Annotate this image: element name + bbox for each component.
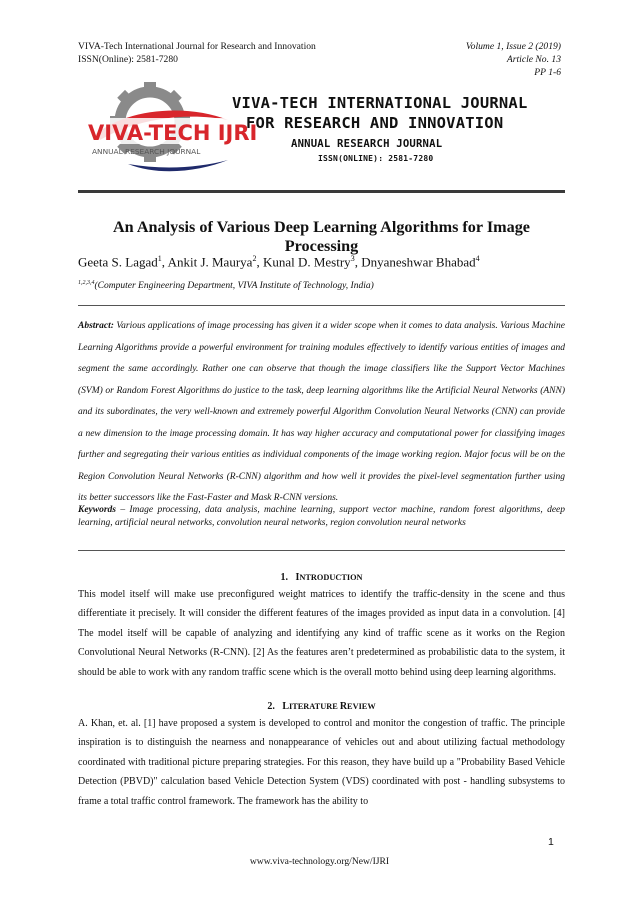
section-title-rest: EVIEW [347, 702, 376, 711]
volume-issue: Volume 1, Issue 2 (2019) [465, 41, 561, 52]
section-number: 2. [267, 701, 275, 712]
logo-subtitle: ANNUAL RESEARCH JOURNAL [92, 147, 201, 156]
section-title-initial: R [339, 701, 348, 712]
section-heading-introduction [78, 572, 565, 583]
logo-text: VIVA-TECH IJRI [88, 121, 258, 145]
banner-divider [78, 190, 565, 193]
running-header-right [466, 40, 561, 79]
banner-title-line1: VIVA-TECH INTERNATIONAL JOURNAL [232, 94, 528, 112]
author-sup: 1 [157, 254, 162, 263]
footer-url: www.viva-technology.org/New/IJRI [249, 856, 390, 867]
abstract-label: Abstract: [78, 321, 114, 331]
keywords [78, 504, 565, 531]
banner-issn: ISSN(ONLINE): 2581-7280 [318, 154, 434, 163]
section-title-rest: ITERATURE [289, 702, 340, 711]
affiliation [78, 280, 374, 291]
page-range: PP 1-6 [534, 67, 561, 78]
abstract-bottom-rule [78, 550, 565, 551]
journal-name: VIVA-Tech International Journal for Research and Innovation [78, 41, 316, 52]
literature-review-paragraph: A. Khan, et. al. [1] have proposed a system is developed to control and monitor the congestion of traffic. The principle inspiration is to distinguish the nearness and nonappearance of vehicles out and about utilizing factual methodology coordinated with traditional picture preparing strategies. For this reason, they have build up a "Probability Based Vehicle Detection (PBVD)" calculation based Vehicle Detection System (VDS) coordinated with post - handling subsystems to frame a total traffic control framework. The framework has the ability to [78, 718, 565, 807]
affiliation-text: (Computer Engineering Department, VIVA Institute of Technology, India) [94, 281, 374, 292]
abstract-top-rule [78, 305, 565, 306]
paper-title: An Analysis of Various Deep Learning Algorithms for Image Processing [112, 218, 530, 255]
author-sup: 2 [252, 254, 257, 263]
author-sup: 3 [350, 254, 355, 263]
keywords-label: Keywords [78, 505, 116, 515]
page-number: 1 [548, 836, 554, 848]
issn: ISSN(Online): 2581-7280 [78, 54, 178, 65]
abstract-text: Various applications of image processing has given it a wider scope when it comes to data analysis. Various Machine Learning Algorithms provide a powerful environment for training modules effectively to identify various entities of images and segment the same accordingly. Rather one can observe that though the image classifiers like the Support Vector Machines (SVM) or Random Forest Algorithms do justice to the task, deep learning algorithms like the Artificial Neural Networks (ANN) and its subordinates, the very well-known and extremely powerful Algorithm Convolution Neural Networks (CNN) can provide a new dimension to the image processing domain. It has way higher accuracy and computational power for classifying images further and segregating their various entities as individual components of the image working region. Major focus will be on the Region Convolution Neural Networks (R-CNN) algorithm and how well it provides the pixel-level segmentation further using its better successors like the Fast-Faster and Mask R-CNN versions. [78, 321, 566, 503]
affiliation-sup: 1,2,3,4 [78, 280, 95, 286]
author-list: Geeta S. Lagad$^1$, Ankit J. Maurya$^2$, Kunal D. Mestry$^3$, Dnyaneshwar Bhabad$^4$ [78, 254, 480, 270]
article-number: Article No. 13 [506, 54, 561, 65]
introduction-paragraph: This model itself will make use preconfigured weight matrices to identify the traffic-density in the scene and thus differentiate it precisely. It will consider the different features of the images provided as input data in a convolution. [4] The model itself will be capable of analyzing and identifying any kind of traffic scene as it works on the Region Convolutional Neural Networks (R-CNN). [2] As the features aren’t predetermined as probabilistic data to the system, it should be able to work with any random traffic scene which is the overall motto behind using deep learning algorithms. [78, 589, 565, 678]
author-sup: 4 [475, 254, 480, 263]
author-name: Kunal D. Mestry [262, 254, 351, 270]
author-name: Dnyaneshwar Bhabad [361, 254, 476, 270]
section-title-rest: NTRODUCTION [299, 573, 363, 582]
journal-logo [78, 80, 258, 180]
blue-swoosh-icon [128, 160, 228, 171]
abstract [78, 316, 565, 510]
author-name: Geeta S. Lagad [78, 254, 158, 270]
section-title-initial: I [295, 572, 300, 583]
journal-banner [78, 80, 565, 186]
banner-title-line2: FOR RESEARCH AND INNOVATION [246, 114, 504, 132]
section-number: 1. [280, 572, 288, 583]
banner-subtitle: ANNUAL RESEARCH JOURNAL [291, 138, 443, 150]
running-header-left [78, 40, 316, 66]
author-name: Ankit J. Maurya [167, 254, 253, 270]
section-title-initial: L [282, 701, 290, 712]
section-heading-literature-review [78, 701, 565, 712]
keywords-text: – Image processing, data analysis, machine learning, support vector machine, random forest algorithms, deep learning, artificial neural networks, convolution neural networks, region convolution neural networks [78, 505, 565, 529]
